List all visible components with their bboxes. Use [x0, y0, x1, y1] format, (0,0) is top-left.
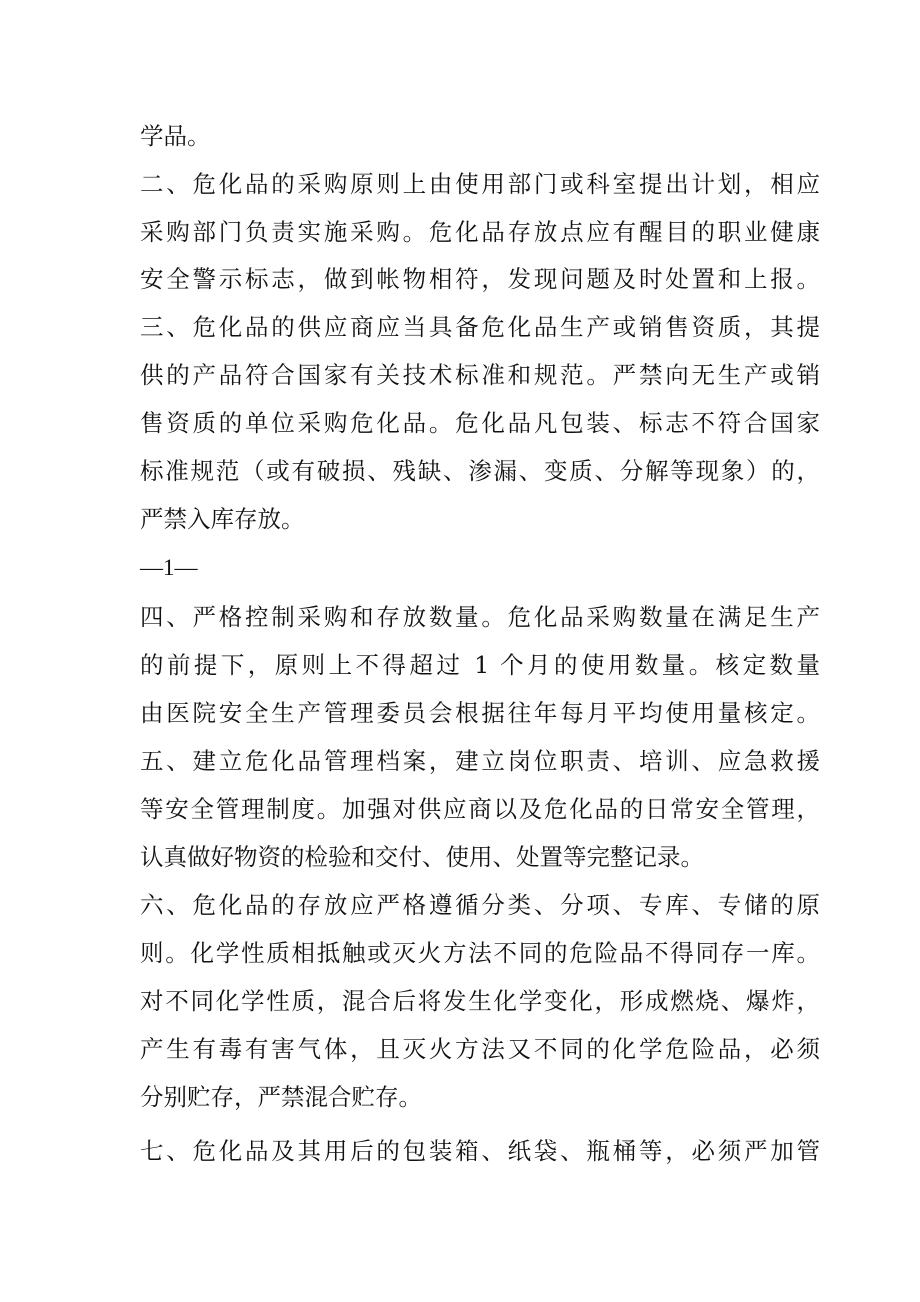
text-line: 六、危化品的存放应严格遵循分类、分项、专库、专储的原 — [140, 891, 820, 919]
text-line: 售资质的单位采购危化品。危化品凡包装、标志不符合国家 — [140, 409, 820, 437]
text-line: 严禁入库存放。 — [140, 505, 305, 533]
text-line: 二、危化品的采购原则上由使用部门或科室提出计划，相应 — [140, 170, 820, 198]
text-line: 安全警示标志，做到帐物相符，发现问题及时处置和上报。 — [140, 265, 820, 293]
text-line: 的前提下，原则上不得超过 1 个月的使用数量。核定数量 — [140, 651, 820, 679]
text-line: 七、危化品及其用后的包装箱、纸袋、瓶桶等，必须严加管 — [140, 1137, 820, 1165]
text-line: 三、危化品的供应商应当具备危化品生产或销售资质，其提 — [140, 313, 820, 341]
text-line: 产生有毒有害气体，且灭火方法又不同的化学危险品，必须 — [140, 1035, 820, 1063]
text-line: 标准规范（或有破损、残缺、渗漏、变质、分解等现象）的， — [140, 457, 820, 485]
page-number: —1— — [140, 555, 198, 580]
text-line: 则。化学性质相抵触或灭火方法不同的危险品不得同存一库。 — [140, 939, 820, 967]
text-line: 采购部门负责实施采购。危化品存放点应有醒目的职业健康 — [140, 218, 820, 246]
text-line: 五、建立危化品管理档案，建立岗位职责、培训、应急救援 — [140, 747, 820, 775]
text-line: 等安全管理制度。加强对供应商以及危化品的日常安全管理， — [140, 795, 820, 823]
text-line: 认真做好物资的检验和交付、使用、处置等完整记录。 — [140, 843, 704, 871]
text-line: 分别贮存，严禁混合贮存。 — [140, 1083, 422, 1111]
text-line: 对不同化学性质，混合后将发生化学变化，形成燃烧、爆炸， — [140, 987, 820, 1015]
text-line: 供的产品符合国家有关技术标准和规范。严禁向无生产或销 — [140, 361, 820, 389]
text-line: 四、严格控制采购和存放数量。危化品采购数量在满足生产 — [140, 603, 820, 631]
text-line: 由医院安全生产管理委员会根据往年每月平均使用量核定。 — [140, 699, 820, 727]
text-line: 学品。 — [140, 122, 211, 150]
